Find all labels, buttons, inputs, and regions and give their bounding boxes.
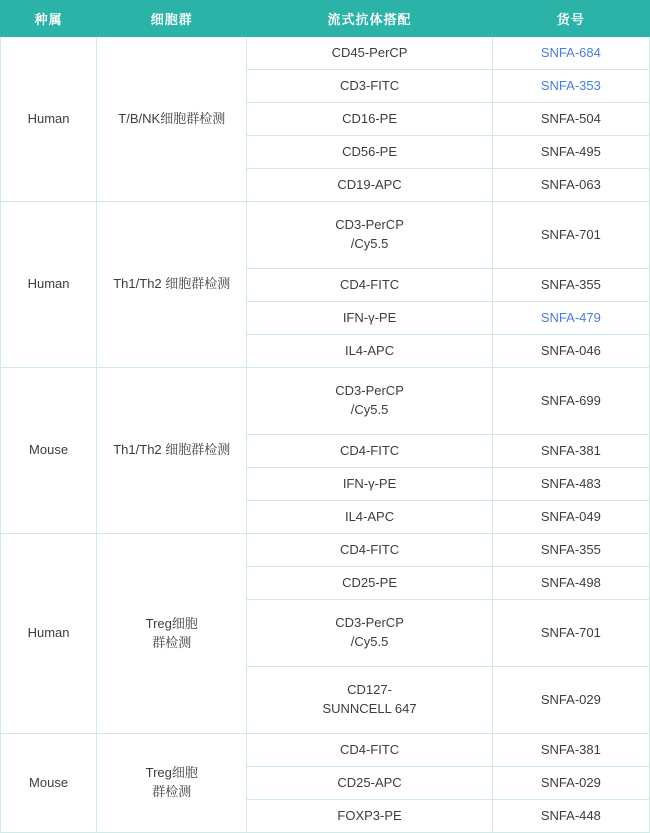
cell-antibody-combination: IFN-γ-PE (247, 302, 492, 335)
cell-antibody-combination: IL4-APC (247, 501, 492, 534)
catalog-number-link[interactable]: SNFA-353 (492, 70, 649, 103)
cell-antibody-combination: CD19-APC (247, 169, 492, 202)
cell-antibody-combination: CD3-FITC (247, 70, 492, 103)
catalog-number: SNFA-046 (492, 335, 649, 368)
catalog-number: SNFA-504 (492, 103, 649, 136)
cell-species: Mouse (1, 368, 97, 534)
catalog-number-link[interactable]: SNFA-684 (492, 37, 649, 70)
catalog-number: SNFA-495 (492, 136, 649, 169)
table-row (1, 734, 650, 767)
cell-antibody-combination: CD56-PE (247, 136, 492, 169)
header-species: 种属 (1, 1, 97, 37)
catalog-number: SNFA-355 (492, 534, 649, 567)
cell-antibody-combination: CD16-PE (247, 103, 492, 136)
cell-species: Human (1, 202, 97, 368)
catalog-number: SNFA-381 (492, 734, 649, 767)
cell-antibody-combination: CD3-PerCP /Cy5.5 (247, 368, 492, 435)
catalog-number: SNFA-448 (492, 800, 649, 833)
catalog-number: SNFA-049 (492, 501, 649, 534)
cell-group-name: T/B/NK细胞群检测 (97, 37, 247, 202)
table-row (1, 37, 650, 70)
cell-antibody-combination: CD4-FITC (247, 435, 492, 468)
catalog-number: SNFA-029 (492, 667, 649, 734)
catalog-number: SNFA-063 (492, 169, 649, 202)
cell-antibody-combination: CD127- SUNNCELL 647 (247, 667, 492, 734)
header-cell-group: 细胞群 (97, 1, 247, 37)
cell-antibody-combination: FOXP3-PE (247, 800, 492, 833)
catalog-number: SNFA-381 (492, 435, 649, 468)
header-antibody-combination: 流式抗体搭配 (247, 1, 492, 37)
cell-antibody-combination: CD4-FITC (247, 269, 492, 302)
cell-antibody-combination: CD3-PerCP /Cy5.5 (247, 202, 492, 269)
header-catalog-number: 货号 (492, 1, 649, 37)
catalog-number: SNFA-355 (492, 269, 649, 302)
cell-antibody-combination: CD25-APC (247, 767, 492, 800)
catalog-number: SNFA-483 (492, 468, 649, 501)
catalog-number: SNFA-701 (492, 202, 649, 269)
catalog-number: SNFA-699 (492, 368, 649, 435)
cell-group-name: Th1/Th2 细胞群检测 (97, 202, 247, 368)
table-body (1, 37, 650, 833)
table-row (1, 368, 650, 435)
cell-antibody-combination: IFN-γ-PE (247, 468, 492, 501)
table-header (1, 1, 650, 37)
catalog-number: SNFA-029 (492, 767, 649, 800)
catalog-number-link[interactable]: SNFA-479 (492, 302, 649, 335)
table-row (1, 534, 650, 567)
cell-species: Human (1, 37, 97, 202)
table-row (1, 202, 650, 269)
cell-species: Mouse (1, 734, 97, 833)
cell-group-name: Treg细胞 群检测 (97, 734, 247, 833)
cell-species: Human (1, 534, 97, 734)
catalog-number: SNFA-498 (492, 567, 649, 600)
cell-antibody-combination: CD45-PerCP (247, 37, 492, 70)
cell-group-name: Treg细胞 群检测 (97, 534, 247, 734)
cell-antibody-combination: CD4-FITC (247, 734, 492, 767)
cell-antibody-combination: CD3-PerCP /Cy5.5 (247, 600, 492, 667)
cell-group-name: Th1/Th2 细胞群检测 (97, 368, 247, 534)
cell-antibody-combination: CD25-PE (247, 567, 492, 600)
cell-antibody-combination: CD4-FITC (247, 534, 492, 567)
cell-antibody-combination: IL4-APC (247, 335, 492, 368)
header-row (1, 1, 650, 37)
catalog-number: SNFA-701 (492, 600, 649, 667)
